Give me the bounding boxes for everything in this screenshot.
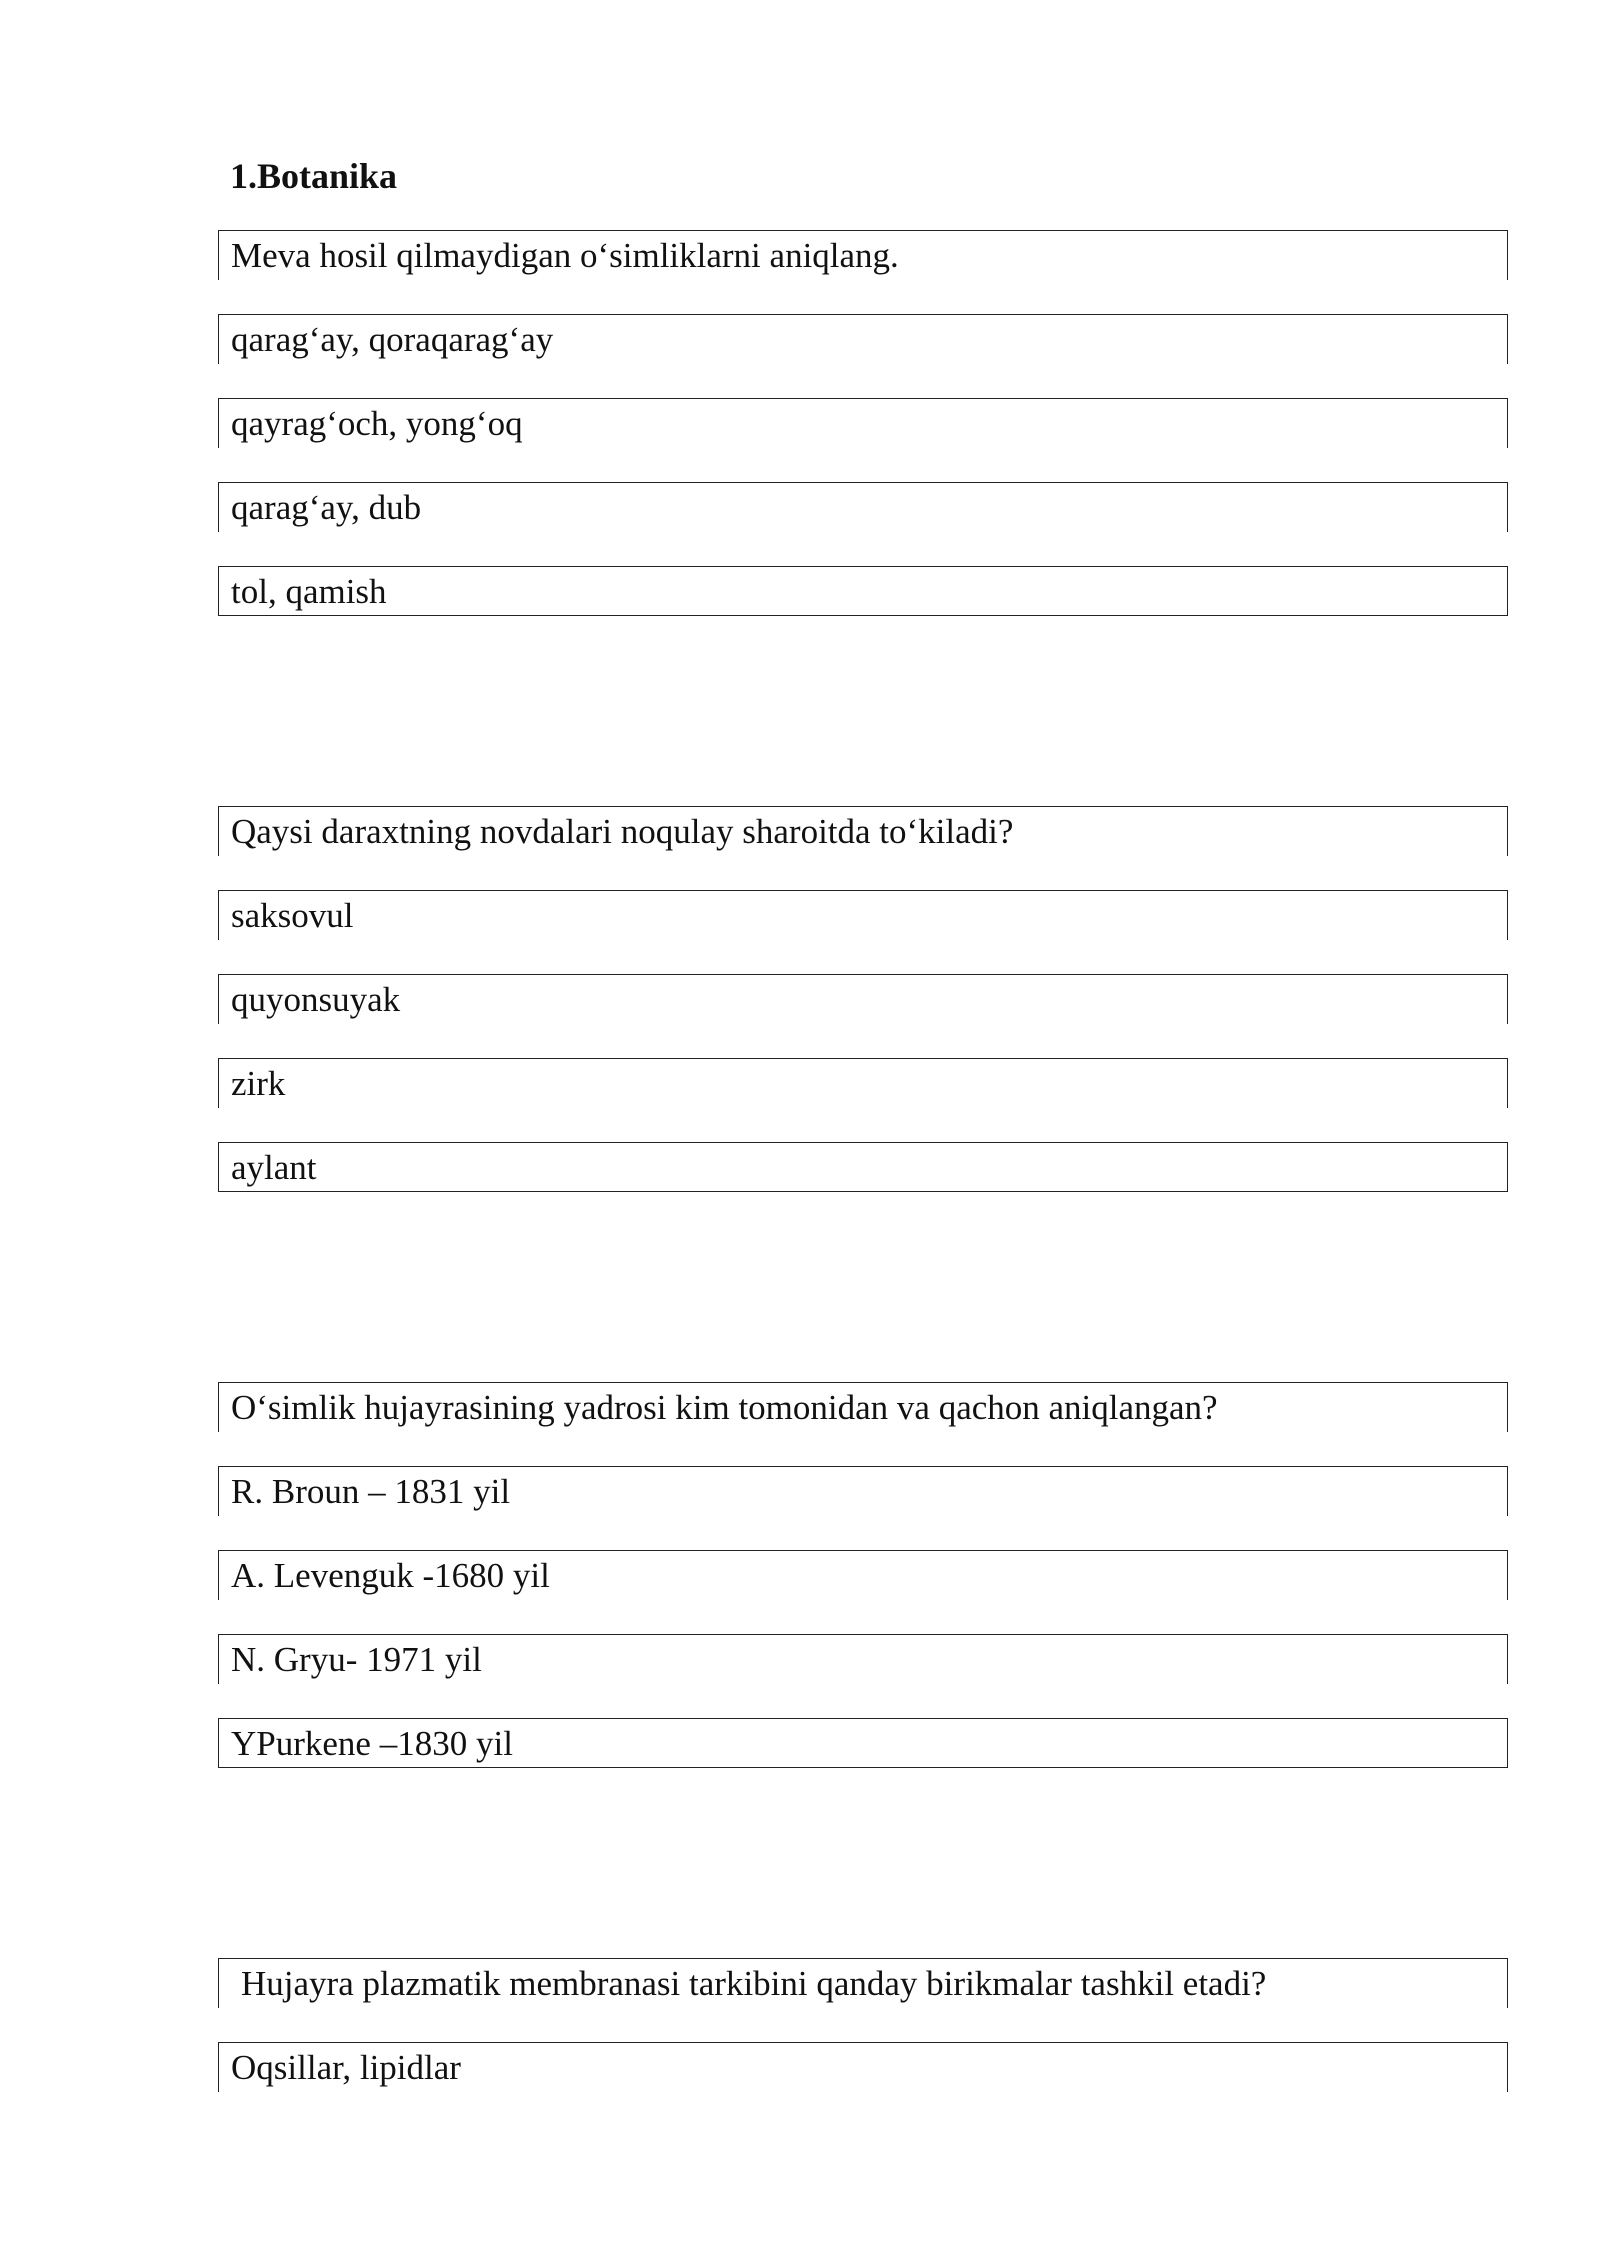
question-3-answer-4: YPurkene –1830 yil: [218, 1718, 1508, 1768]
question-1-answer-1: qarag‘ay, qoraqarag‘ay: [218, 314, 1508, 364]
question-3-answer-3: N. Gryu- 1971 yil: [218, 1634, 1508, 1684]
question-1-answer-2: qayrag‘och, yong‘oq: [218, 398, 1508, 448]
question-3-answer-2: A. Levenguk -1680 yil: [218, 1550, 1508, 1600]
question-2-answer-1: saksovul: [218, 890, 1508, 940]
page-title: 1.Botanika: [230, 156, 398, 196]
question-2-text: Qaysi daraxtning novdalari noqulay sharoitda to‘kiladi?: [218, 806, 1508, 856]
question-2-answer-4: aylant: [218, 1142, 1508, 1192]
question-1-answer-4: tol, qamish: [218, 566, 1508, 616]
question-1-answer-3: qarag‘ay, dub: [218, 482, 1508, 532]
question-4-answer-1: Oqsillar, lipidlar: [218, 2042, 1508, 2092]
question-3-answer-1: R. Broun – 1831 yil: [218, 1466, 1508, 1516]
question-2-answer-2: quyonsuyak: [218, 974, 1508, 1024]
question-1-text: Meva hosil qilmaydigan o‘simliklarni aniqlang.: [218, 230, 1508, 280]
question-4-text: Hujayra plazmatik membranasi tarkibini qanday birikmalar tashkil etadi?: [218, 1958, 1508, 2008]
question-2-answer-3: zirk: [218, 1058, 1508, 1108]
question-3-text: O‘simlik hujayrasining yadrosi kim tomonidan va qachon aniqlangan?: [218, 1382, 1508, 1432]
